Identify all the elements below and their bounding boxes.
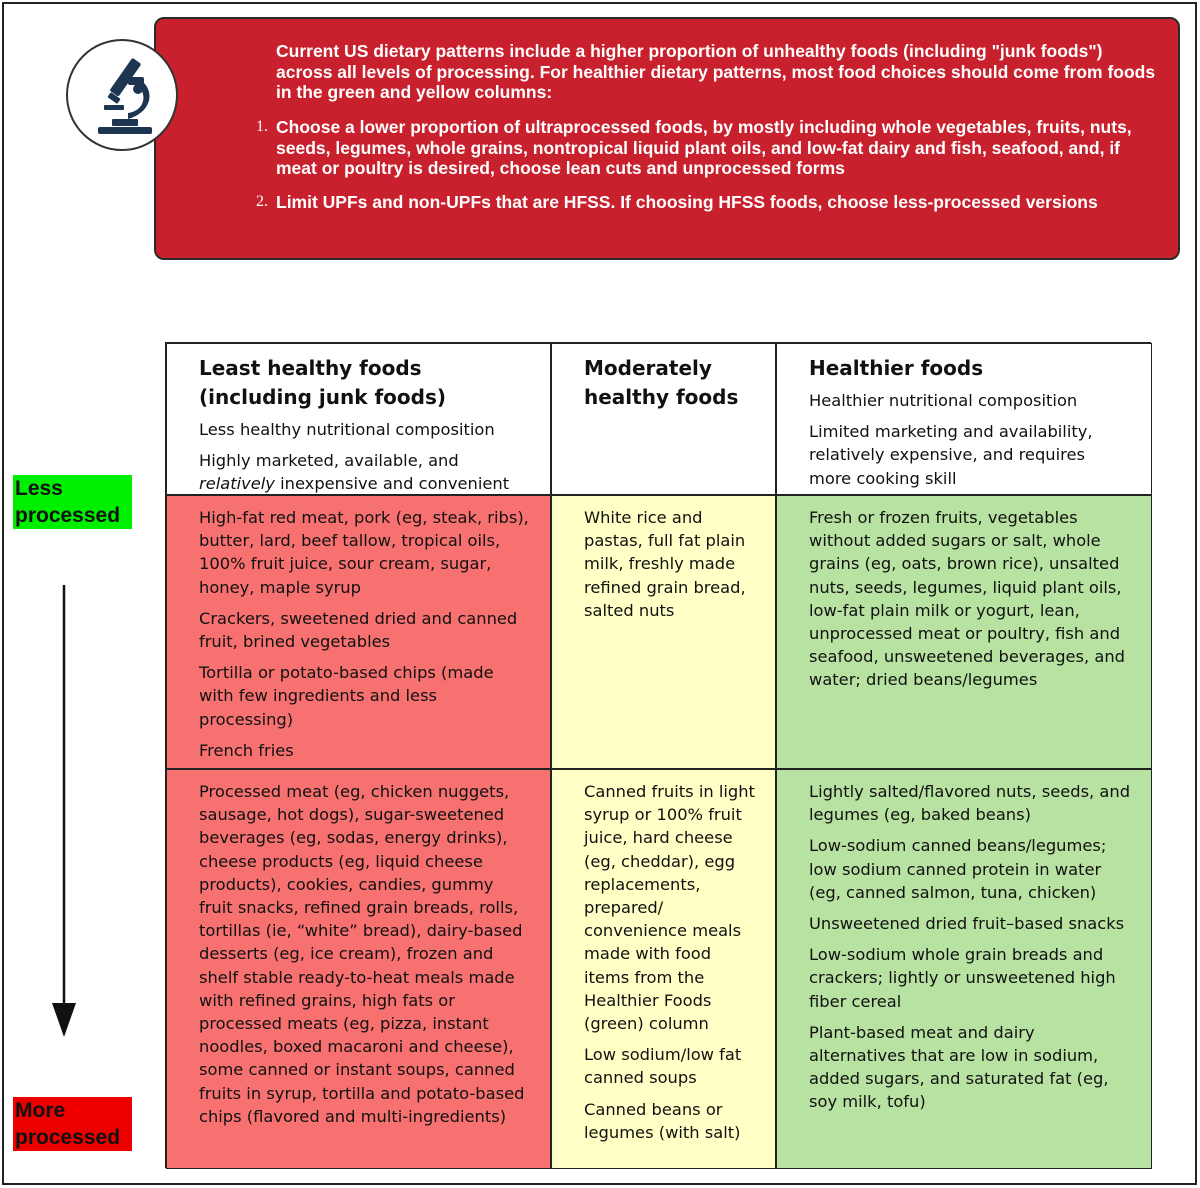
desc-text: inexpensive and convenient: [274, 474, 510, 494]
food-list-item: Plant-based meat and dairy alternatives that are low in sodium, added sugars, and saturated fat (eg, soy milk, tofu): [809, 1022, 1109, 1112]
cell-less-processed-least-healthy: [166, 495, 551, 769]
column-description: Healthier nutritional composition: [809, 391, 1078, 410]
food-list-item: Unsweetened dried fruit–based snacks: [809, 914, 1125, 934]
header-least-healthy: [166, 343, 551, 495]
microscope-icon: [66, 39, 178, 151]
food-list-item: High-fat red meat, pork (eg, steak, ribs), butter, lard, beef tallow, tropical oils, 100% fruit juice, sour cream, sugar, honey, maple syrup: [199, 508, 529, 597]
food-list-item: French fries: [199, 740, 294, 760]
desc-text: Highly marketed, available, and: [199, 451, 459, 471]
food-list-item: Fresh or frozen fruits, vegetables without added sugars or salt, whole grains (eg, oats, brown rice), unsalted nuts, seeds, legumes, liquid plant oils, low-fat plain milk or yogurt, lean, unprocessed meat or poultry, fish and seafood, unsweetened beverages, and water; dried beans/legumes: [809, 508, 1126, 690]
food-list-item: White rice and pastas, full fat plain milk, freshly made refined grain bread, salted nuts: [584, 508, 746, 620]
banner-list: [256, 117, 1161, 225]
food-list-item: Crackers, sweetened dried and canned fruit, brined vegetables: [199, 608, 518, 652]
food-list-item: Lightly salted/flavored nuts, seeds, and legumes (eg, baked beans): [809, 782, 1131, 825]
recommendation-banner: [154, 17, 1180, 260]
header-moderately-healthy: [551, 343, 776, 495]
banner-item: [256, 192, 1161, 213]
food-list-item: Canned beans or legumes (with salt): [584, 1099, 741, 1142]
banner-item-text: Choose a lower proportion of ultraprocessed foods, by mostly including whole vegetables, fruits, nuts, seeds, legumes, whole grains, nontropical liquid plant oils, and low-fat dairy and fish, seafood, and, if meat or poultry is desired, choose lean cuts and unprocessed forms: [276, 117, 1132, 178]
title-line: healthy foods: [584, 385, 739, 409]
cell-less-processed-healthier: [776, 495, 1152, 769]
food-processing-table: [165, 342, 1151, 1168]
cell-more-processed-moderate: [551, 769, 776, 1169]
food-list-item: Processed meat (eg, chicken nuggets, sausage, hot dogs), sugar-sweetened beverages (eg, sodas, energy drinks), cheese products (eg, liquid cheese products), cookies, candies, gummy fruit snacks, refined grain breads, rolls, tortillas (ie, “white” bread), dairy-based desserts (eg, ice cream), frozen and shelf stable ready-to-heat meals made with refined grains, high fats or processed meats (eg, pizza, instant noodles, boxed macaroni and cheese), some canned or instant soups, canned fruits in syrup, tortilla and potato-based chips (flavored and multi-ingredients): [199, 782, 525, 1126]
column-description: Less healthy nutritional composition: [199, 420, 495, 439]
food-list-item: Canned fruits in light syrup or 100% fruit juice, hard cheese (eg, cheddar), egg replacements, prepared/ convenience meals made with food items from the Healthier Foods (green) column: [584, 782, 755, 1034]
banner-item: [256, 117, 1161, 179]
food-list-item: Low-sodium canned beans/legumes; low sodium canned protein in water (eg, canned salmon, tuna, chicken): [809, 836, 1107, 902]
column-title: [199, 354, 530, 412]
title-line: (including junk foods): [199, 385, 447, 409]
food-list-item: Tortilla or potato-based chips (made with few ingredients and less processing): [199, 663, 494, 729]
banner-item-text: Limit UPFs and non-UPFs that are HFSS. If choosing HFSS foods, choose less-processed versions: [276, 191, 1098, 212]
banner-item-number: 2.: [256, 192, 268, 210]
cell-more-processed-least-healthy: [166, 769, 551, 1169]
cell-less-processed-moderate: [551, 495, 776, 769]
less-processed-label: [13, 475, 132, 529]
more-processed-label: [13, 1097, 132, 1151]
more-label-line1: More: [15, 1099, 66, 1122]
column-title: [584, 354, 755, 412]
header-healthier: [776, 343, 1152, 495]
food-list-item: Low-sodium whole grain breads and crackers; lightly or unsweetened high fiber cereal: [809, 945, 1116, 1011]
food-list-item: Low sodium/low fat canned soups: [584, 1045, 742, 1088]
title-line: Moderately: [584, 356, 712, 380]
banner-intro: Current US dietary patterns include a higher proportion of unhealthy foods (including "junk foods") across all levels of processing. For healthier dietary patterns, most food choices should come from foods in the green and yellow columns:: [276, 41, 1156, 102]
column-description: [199, 449, 530, 495]
column-description: Limited marketing and availability, relatively expensive, and requires more cooking skill: [809, 422, 1093, 488]
down-arrow-icon: [48, 585, 80, 1040]
more-label-line2: processed: [15, 1126, 121, 1149]
title-line: Least healthy foods: [199, 356, 422, 380]
column-title: Healthier foods: [809, 356, 984, 380]
desc-italic: relatively: [199, 474, 275, 494]
banner-item-number: 1.: [256, 118, 268, 135]
less-label-line2: processed: [15, 504, 121, 527]
cell-more-processed-healthier: [776, 769, 1152, 1169]
less-label-line1: Less: [15, 477, 63, 500]
